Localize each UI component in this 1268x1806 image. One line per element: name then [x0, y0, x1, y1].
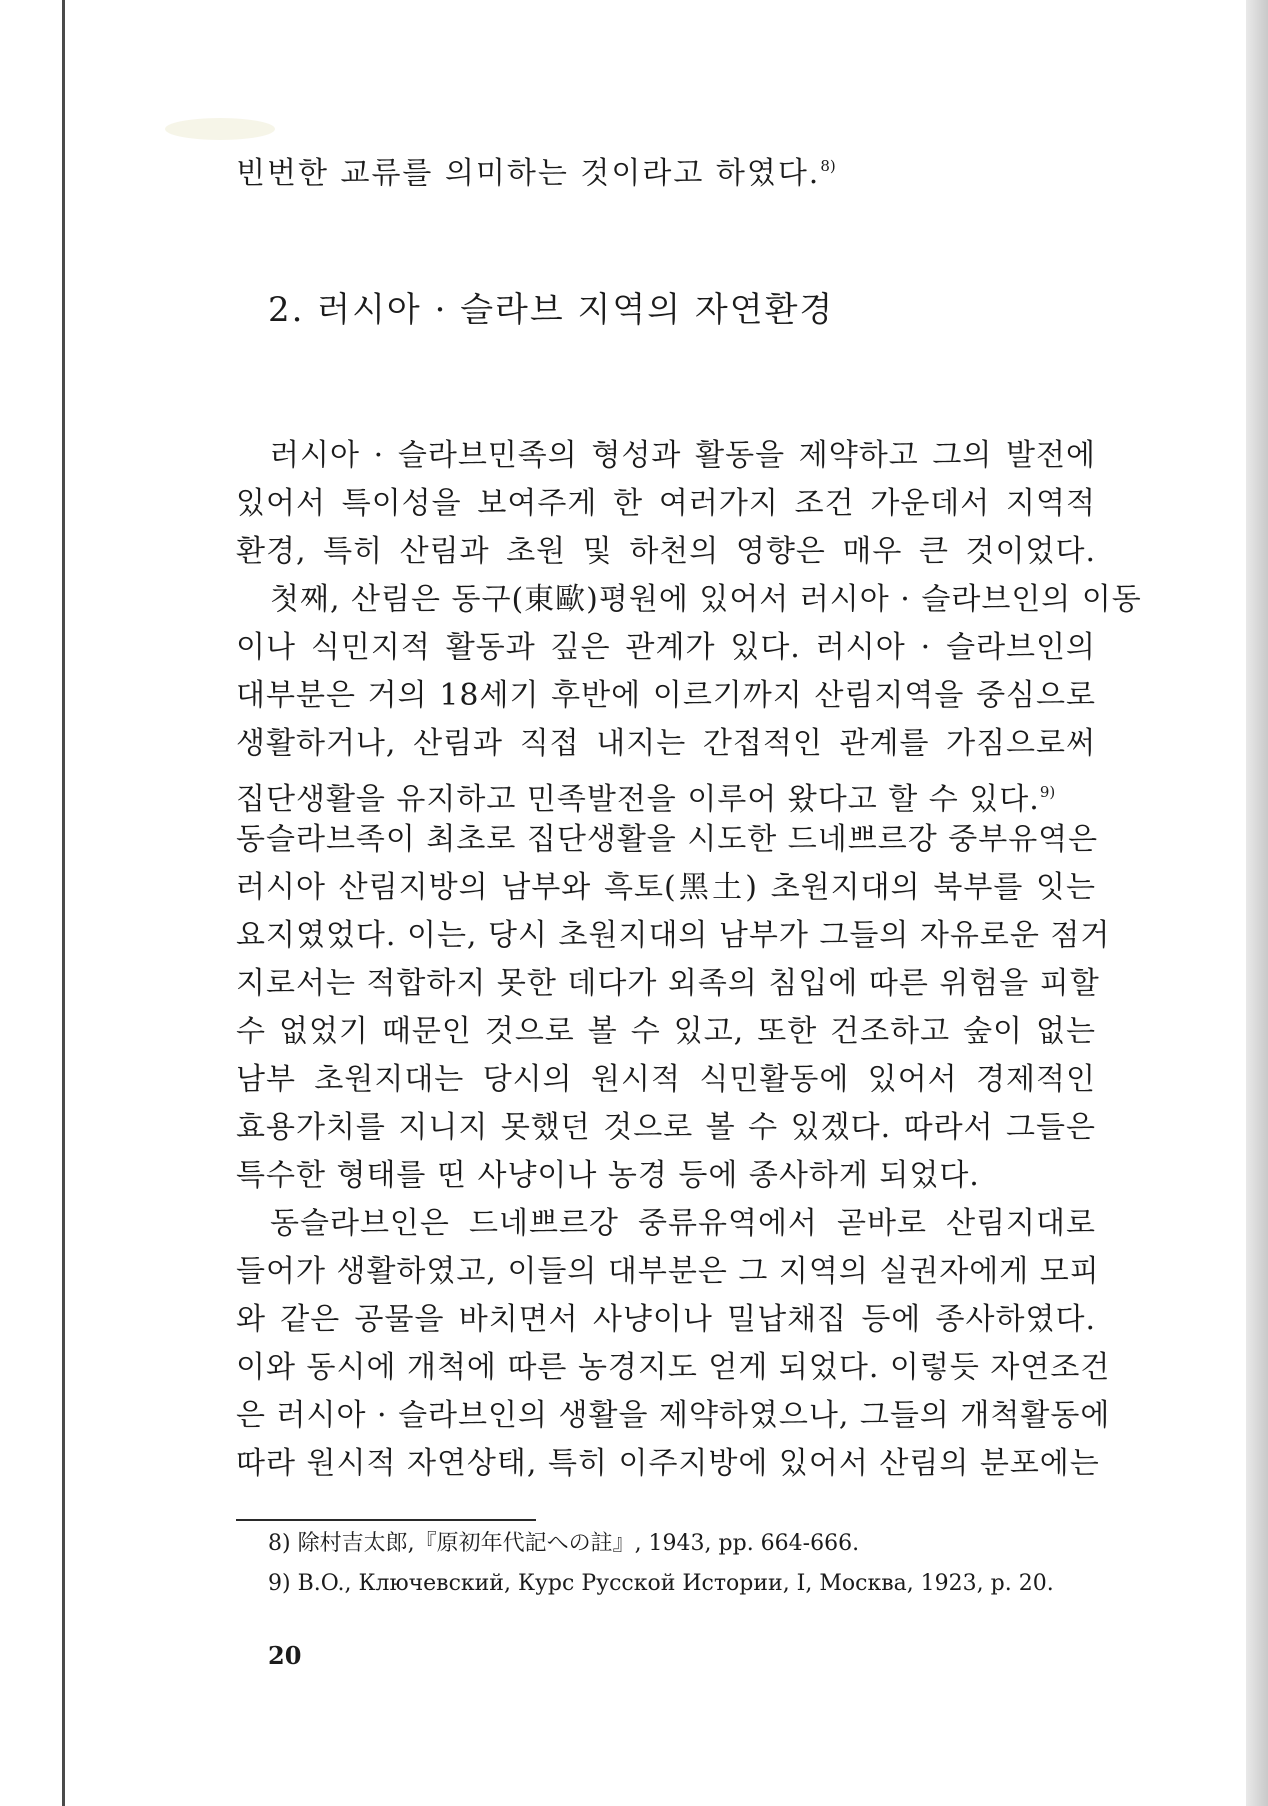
- body-line-6: 대부분은 거의 18세기 후반에 이르기까지 산림지역을 중심으로: [236, 678, 1096, 713]
- footnote-ref-8: 8): [820, 157, 836, 175]
- footnote-ref-9: 9): [1039, 783, 1056, 801]
- body-line-18: 들어가 생활하였고, 이들의 대부분은 그 지역의 실권자에게 모피: [236, 1254, 1100, 1289]
- continuation-line: [236, 148, 836, 192]
- body-line-12: 지로서는 적합하지 못한 데다가 외족의 침입에 따른 위험을 피할: [236, 966, 1100, 1001]
- body-line-1: 러시아 · 슬라브민족의 형성과 활동을 제약하고 그의 발전에: [270, 438, 1096, 473]
- body-line-8: [236, 774, 1096, 818]
- body-line-2: 있어서 특이성을 보여주게 한 여러가지 조건 가운데서 지역적: [236, 486, 1096, 521]
- section-heading: 2. 러시아 · 슬라브 지역의 자연환경: [268, 290, 835, 330]
- body-line-19: 와 같은 공물을 바치면서 사냥이나 밀납채집 등에 종사하였다.: [236, 1302, 1096, 1337]
- body-line-4: 첫째, 산림은 동구(東歐)평원에 있어서 러시아 · 슬라브인의 이동: [270, 582, 1142, 617]
- paper-stain: [165, 118, 275, 140]
- body-line-9: 동슬라브족이 최초로 집단생활을 시도한 드네쁘르강 중부유역은: [236, 822, 1099, 857]
- body-line-17: 동슬라브인은 드네쁘르강 중류유역에서 곧바로 산림지대로: [270, 1206, 1096, 1241]
- body-line-7: 생활하거나, 산림과 직접 내지는 간접적인 관계를 가짐으로써: [236, 726, 1096, 761]
- body-line-11: 요지였었다. 이는, 당시 초원지대의 남부가 그들의 자유로운 점거: [236, 918, 1111, 953]
- body-line-16: 특수한 형태를 띤 사냥이나 농경 등에 종사하게 되었다.: [236, 1158, 980, 1193]
- page-left-edge: [62, 0, 65, 1806]
- body-line-8-text: 집단생활을 유지하고 민족발전을 이루어 왔다고 할 수 있다.: [236, 782, 1040, 817]
- footnote-divider: [236, 1519, 536, 1521]
- continuation-text: 빈번한 교류를 의미하는 것이라고 하였다.: [236, 156, 821, 191]
- page-right-shadow: [1246, 0, 1268, 1806]
- body-line-15: 효용가치를 지니지 못했던 것으로 볼 수 있겠다. 따라서 그들은: [236, 1110, 1096, 1145]
- page-number: 20: [268, 1641, 302, 1670]
- footnote-8: 8) 除村吉太郎,『原初年代記への註』, 1943, pp. 664-666.: [268, 1531, 860, 1556]
- body-line-14: 남부 초원지대는 당시의 원시적 식민활동에 있어서 경제적인: [236, 1062, 1096, 1097]
- body-line-21: 은 러시아 · 슬라브인의 생활을 제약하였으나, 그들의 개척활동에: [236, 1398, 1111, 1433]
- footnote-9: 9) B.O., Ключевский, Курс Русской Истории, I, Москва, 1923, p. 20.: [268, 1571, 1054, 1596]
- body-line-22: 따라 원시적 자연상태, 특히 이주지방에 있어서 산림의 분포에는: [236, 1446, 1100, 1481]
- body-line-5: 이나 식민지적 활동과 깊은 관계가 있다. 러시아 · 슬라브인의: [236, 630, 1096, 665]
- body-line-10: 러시아 산림지방의 남부와 흑토(黑土) 초원지대의 북부를 잇는: [236, 870, 1096, 905]
- body-line-3: 환경, 특히 산림과 초원 및 하천의 영향은 매우 큰 것이었다.: [236, 534, 1096, 569]
- body-line-13: 수 없었기 때문인 것으로 볼 수 있고, 또한 건조하고 숲이 없는: [236, 1014, 1096, 1049]
- body-line-20: 이와 동시에 개척에 따른 농경지도 얻게 되었다. 이렇듯 자연조건: [236, 1350, 1111, 1385]
